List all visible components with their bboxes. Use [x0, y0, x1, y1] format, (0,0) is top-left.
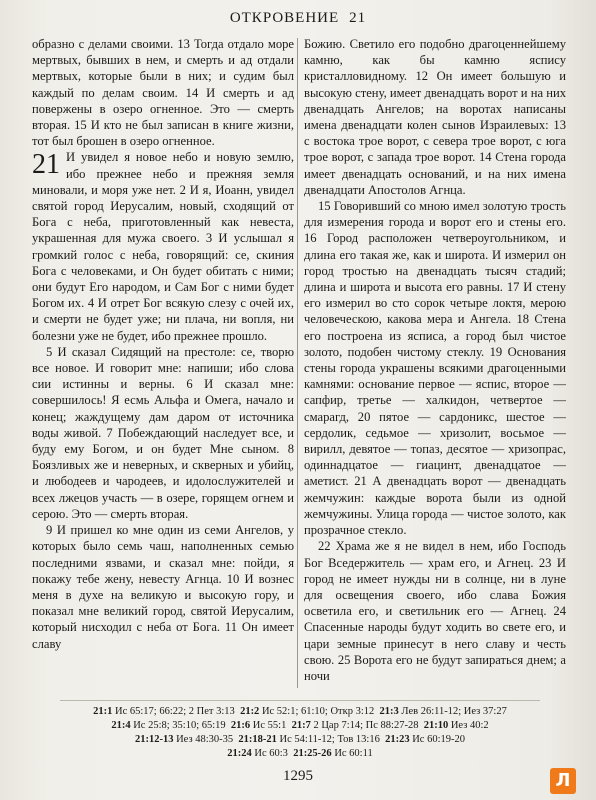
cross-references: [60, 700, 540, 761]
reference-text: Ис 55:1: [252, 720, 287, 731]
paragraph: 9 И пришел ко мне один из семи Ангелов, у которых было семь чаш, наполненных семью последними язвами, и сказал мне: пойди, я покажу тебе жену, невесту Агнца. 10 И вознес меня в духе на великую и высокую гору, и показал мне великий город, святой Иерусалим, который нисходил с неба от Бога. 11 Он имеет славу: [32, 523, 294, 651]
reference-row: [60, 719, 540, 733]
reference-text: Ис 60:19-20: [412, 734, 466, 745]
reference-key: 21:4: [111, 720, 131, 731]
paragraph: 15 Говоривший со мною имел золотую трость для измерения города и ворот его и стены его. 16 Город расположен четвероугольником, и длина его такая же, как и широта. И измерил он город тростью на двенадцать тысяч стадий; длина и широта и высота его равны. 17 И стену его измерил во сто сорок четыре локтя, мерою человеческою, какова мера и Ангела. 18 Стена его построена из ясписа, а город был чистое золото, подобен чистому стеклу. 19 Основания стены города украшены всякими драгоценными камнями: основание первое — яспис, второе — сапфир, третье — халкидон, четвертое — смарагд, 20 пятое — сардоникс, шестое — сердолик, седьмое — хризолит, восьмое — вирилл, девятое — топаз, десятое — хризопрас, одиннадцатое — гиацинт, двенадцатое — аметист. 21 А двенадцать ворот — двенадцать жемчужин: каждые ворота были из одной жемчужины. Улица города — чистое золото, как прозрачное стекло.: [304, 199, 566, 538]
left-column: [32, 36, 294, 652]
reference-text: Иез 48:30-35: [176, 734, 234, 745]
reference-key: 21:12-13: [134, 734, 174, 745]
running-header: [0, 10, 596, 27]
reference-key: 21:25-26: [293, 748, 332, 759]
reference-key: 21:23: [385, 734, 410, 745]
chapter-number: 21: [32, 149, 60, 181]
reference-key: 21:10: [423, 720, 449, 731]
right-column: [304, 36, 566, 684]
reference-key: 21:1: [93, 706, 113, 717]
reference-key: 21:6: [230, 720, 251, 731]
reference-text: Иез 40:2: [450, 720, 489, 731]
reference-text: Ис 60:3: [254, 748, 288, 759]
reference-row: [60, 747, 540, 761]
reference-key: 21:18-21: [238, 734, 277, 745]
reference-text: Ис 25:8; 35:10; 65:19: [133, 720, 226, 731]
reference-row: [60, 705, 540, 719]
paragraph: Божию. Светило его подобно драгоценнейшему камню, как бы камню яспису кристалловидному. 12 Он имеет большую и высокую стену, имеет двенадцать ворот и на них двенадцать Ангелов; на воротах написаны имена двенадцати колен сынов Израилевых: 13 с востока трое ворот, с севера трое ворот, с юга трое ворот, с запада трое ворот. 14 Стена города имеет двенадцать оснований, и на них имена двенадцати Апостолов Агнца.: [304, 37, 566, 197]
paragraph: образно с делами своими. 13 Тогда отдало море мертвых, бывших в нем, и смерть и ад отдали мертвых, которые были в них; и судим был каждый по делам своим. 14 И смерть и ад повержены в озеро огненное. Это — смерть вторая. 15 И кто не был записан в книге жизни, тот был брошен в озеро огненное.: [32, 37, 294, 149]
reference-key: 21:3: [379, 706, 399, 717]
reference-row: [60, 733, 540, 747]
column-divider: [297, 38, 298, 688]
reference-key: 21:7: [291, 720, 311, 731]
reference-text: Лев 26:11-12; Иез 37:27: [401, 706, 507, 717]
reference-text: Ис 65:17; 66:22; 2 Пет 3:13: [115, 706, 235, 717]
reference-key: 21:2: [240, 706, 260, 717]
reference-text: Ис 60:11: [334, 748, 373, 759]
reference-text: Ис 54:11-12; Тов 13:16: [279, 734, 380, 745]
chapter-label: 21: [349, 10, 367, 26]
reference-text: 2 Цар 7:14; Пс 88:27-28: [313, 720, 419, 731]
reference-text: Ис 52:1; 61:10; Откр 3:12: [261, 706, 375, 717]
book-title: ОТКРОВЕНИЕ: [229, 10, 340, 26]
paragraph: И увидел я новое небо и новую землю, ибо прежнее небо и прежняя земля миновали, и моря уже нет. 2 И я, Иоанн, увидел святой город Иерусалим, новый, сходящий от Бога с неба, приготовленный как невеста, украшенная для мужа своего. 3 И услышал я громкий голос с неба, говорящий: се, скиния Бога с человеками, и Он будет обитать с ними; они будут Его народом, и Сам Бог с ними будет Богом их. 4 И отрет Бог всякую слезу с очей их, и смерти не будет уже; ни плача, ни вопля, ни болезни уже не будет, ибо прежнее прошло.: [32, 150, 294, 343]
page-number: 1295: [283, 768, 313, 784]
reference-key: 21:24: [227, 748, 252, 759]
publisher-logo-icon: Л: [550, 768, 576, 794]
paragraph: 22 Храма же я не видел в нем, ибо Господь Бог Вседержитель — храм его, и Агнец. 23 И город не имеет нужды ни в солнце, ни в луне для освещения своего, ибо слава Божия осветила его, и светильник его — Агнец. 24 Спасенные народы будут ходить во свете его, и цари земные принесут в него славу и честь свою. 25 Ворота его не будут запираться днем; а ночи: [304, 539, 566, 683]
paragraph: 5 И сказал Сидящий на престоле: се, творю все новое. И говорит мне: напиши; ибо слова сии истинны и верны. 6 И сказал мне: совершилось! Я есмь Альфа и Омега, начало и конец; жаждущему дам даром от источника воды живой. 7 Побеждающий наследует все, и буду ему Богом, и он будет Мне сыном. 8 Боязливых же и неверных, и скверных и убийц, и любодеев и чародеев, и идолослужителей и всех лжецов участь — в озере, горящем огнем и серою. Это — смерть вторая.: [32, 344, 294, 521]
